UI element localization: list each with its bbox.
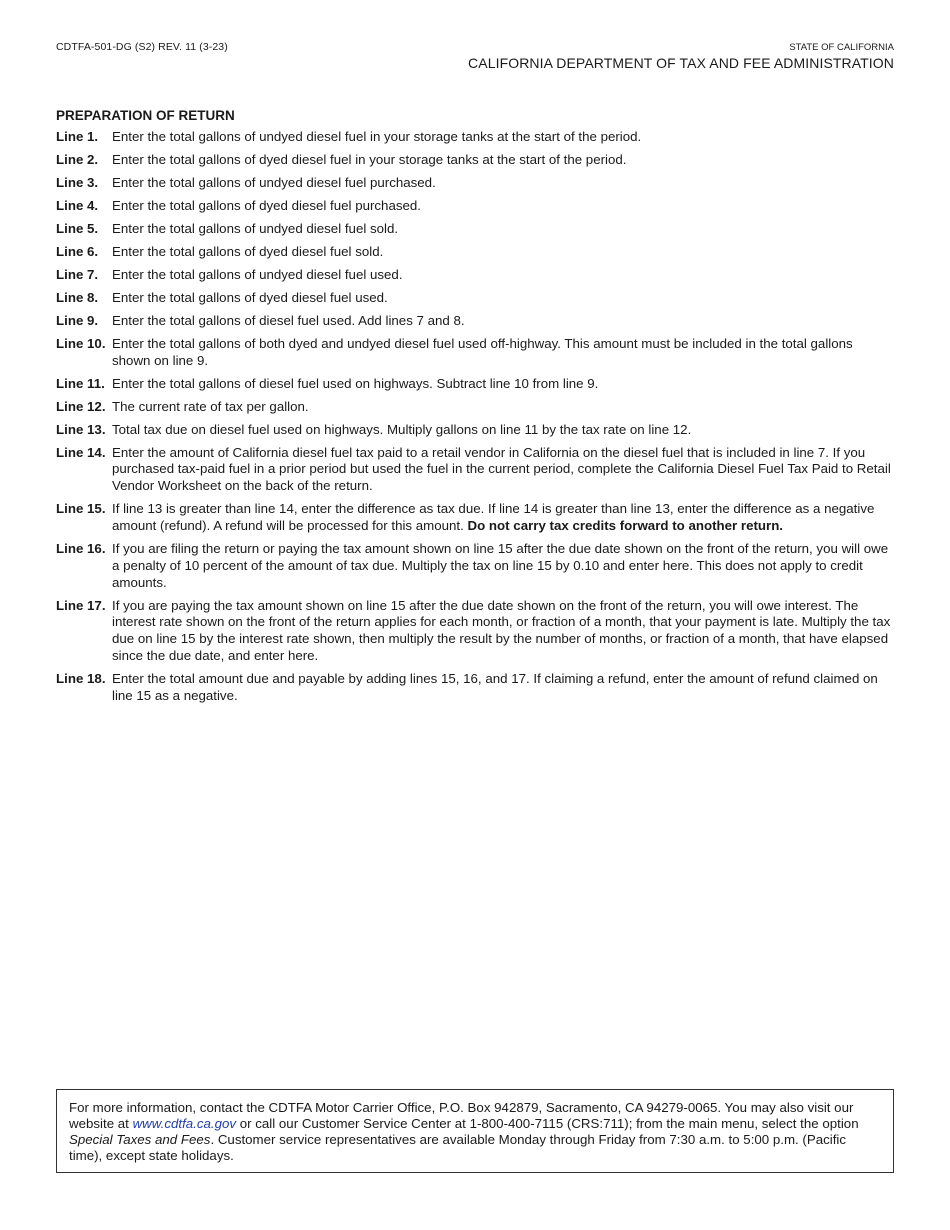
line-label: Line 18.	[56, 670, 106, 686]
line-text: Enter the total gallons of undyed diesel fuel sold.	[112, 220, 399, 236]
instruction-line-1	[56, 129, 894, 146]
instruction-line-8	[56, 290, 894, 307]
line-text: Enter the total gallons of undyed diesel fuel purchased.	[112, 174, 436, 190]
instruction-line-12	[56, 399, 894, 416]
info-text-3: . Customer service representatives are available Monday through Friday from 7:30 a.m. to 5:00 p.m. (Pacific time), except state holidays.	[69, 1132, 847, 1163]
state-label: STATE OF CALIFORNIA	[789, 42, 894, 53]
menu-option-name: Special Taxes and Fees	[69, 1132, 211, 1147]
line-label: Line 17.	[56, 597, 106, 613]
line-text: Enter the total amount due and payable by adding lines 15, 16, and 17. If claiming a refund, enter the amount of refund claimed on line 15 as a negative.	[112, 670, 878, 703]
instruction-line-2	[56, 152, 894, 169]
line-text: Enter the total gallons of dyed diesel fuel purchased.	[112, 197, 421, 213]
instruction-line-14	[56, 445, 894, 495]
line-label: Line 3.	[56, 174, 99, 190]
instruction-line-10	[56, 336, 894, 370]
line-text: Enter the total gallons of diesel fuel used. Add lines 7 and 8.	[112, 312, 465, 328]
line-text: Enter the total gallons of undyed diesel fuel used.	[112, 266, 403, 282]
line-label: Line 8.	[56, 289, 99, 305]
line-text-bold-note: Do not carry tax credits forward to another return.	[467, 517, 784, 533]
line-text: Enter the total gallons of dyed diesel fuel in your storage tanks at the start of the period.	[112, 151, 627, 167]
instruction-line-4	[56, 198, 894, 215]
line-text: If you are paying the tax amount shown on line 15 after the due date shown on the front of the return, you will owe interest. The interest rate shown on the front of the return applies for each month, or fraction of a month, that your payment is late. Multiply the tax due on line 15 by the interest rate shown, then multiply the result by the number of months, or fraction of a month, that have elapsed since the due date, and enter here.	[112, 597, 891, 663]
line-text	[112, 501, 894, 535]
line-label: Line 14.	[56, 444, 106, 460]
line-text: Enter the total gallons of undyed diesel fuel in your storage tanks at the start of the period.	[112, 129, 642, 144]
line-label: Line 5.	[56, 220, 99, 236]
line-label: Line 12.	[56, 398, 106, 414]
line-label: Line 16.	[56, 540, 106, 556]
instruction-line-13	[56, 422, 894, 439]
instruction-line-3	[56, 175, 894, 192]
instruction-line-5	[56, 221, 894, 238]
instruction-line-7	[56, 267, 894, 284]
line-text: If you are filing the return or paying the tax amount shown on line 15 after the due date shown on the front of the return, you will owe a penalty of 10 percent of the amount of tax due. Multiply the tax on line 15 by 0.10 and enter here. This does not apply to credit amounts.	[112, 540, 889, 590]
line-text: Total tax due on diesel fuel used on highways. Multiply gallons on line 11 by the tax rate on line 12.	[112, 421, 692, 437]
instruction-line-15	[56, 501, 894, 535]
line-label: Line 10.	[56, 335, 106, 351]
form-id: CDTFA-501-DG (S2) REV. 11 (3-23)	[56, 41, 228, 53]
instruction-line-17	[56, 598, 894, 665]
instruction-line-11	[56, 376, 894, 393]
line-label: Line 15.	[56, 501, 106, 517]
instruction-line-16	[56, 541, 894, 591]
line-label: Line 9.	[56, 312, 99, 328]
instruction-lines	[56, 129, 894, 711]
line-text: Enter the total gallons of diesel fuel used on highways. Subtract line 10 from line 9.	[112, 375, 599, 391]
line-text-main: If line 13 is greater than line 14, enter the difference as tax due. If line 14 is greater than line 13, enter the difference as a negative amount (refund). A refund will be processed for this amount.	[112, 501, 875, 533]
line-label: Line 13.	[56, 421, 106, 437]
info-text-2: or call our Customer Service Center at 1-800-400-7115 (CRS:711); from the main menu, select the option	[236, 1116, 859, 1131]
line-text: Enter the total gallons of dyed diesel fuel sold.	[112, 243, 384, 259]
line-label: Line 11.	[56, 375, 105, 391]
section-title: PREPARATION OF RETURN	[56, 108, 235, 123]
department-title: CALIFORNIA DEPARTMENT OF TAX AND FEE ADMINISTRATION	[468, 55, 894, 71]
contact-info-box	[56, 1089, 894, 1173]
line-label: Line 1.	[56, 129, 99, 144]
instruction-line-6	[56, 244, 894, 261]
line-text: Enter the total gallons of dyed diesel fuel used.	[112, 289, 388, 305]
line-label: Line 7.	[56, 266, 99, 282]
line-label: Line 2.	[56, 151, 99, 167]
line-label: Line 4.	[56, 197, 99, 213]
line-text: Enter the amount of California diesel fuel tax paid to a retail vendor in California on the diesel fuel that is included in line 7. If you purchased tax-paid fuel in a prior period but used the fuel in the current period, complete the California Diesel Fuel Tax Paid to Retail Vendor Worksheet on the back of the return.	[112, 444, 891, 494]
instruction-line-9	[56, 313, 894, 330]
info-text-1: For more information, contact the CDTFA Motor Carrier Office, P.O. Box 942879, Sacramento, CA 94279-0065. You may also visit our website at	[69, 1100, 854, 1131]
website-link[interactable]: www.cdtfa.ca.gov	[132, 1116, 237, 1131]
line-text: Enter the total gallons of both dyed and undyed diesel fuel used off-highway. This amount must be included in the total gallons shown on line 9.	[112, 335, 853, 368]
line-label: Line 6.	[56, 243, 99, 259]
line-text: The current rate of tax per gallon.	[112, 398, 309, 414]
instruction-line-18	[56, 671, 894, 705]
